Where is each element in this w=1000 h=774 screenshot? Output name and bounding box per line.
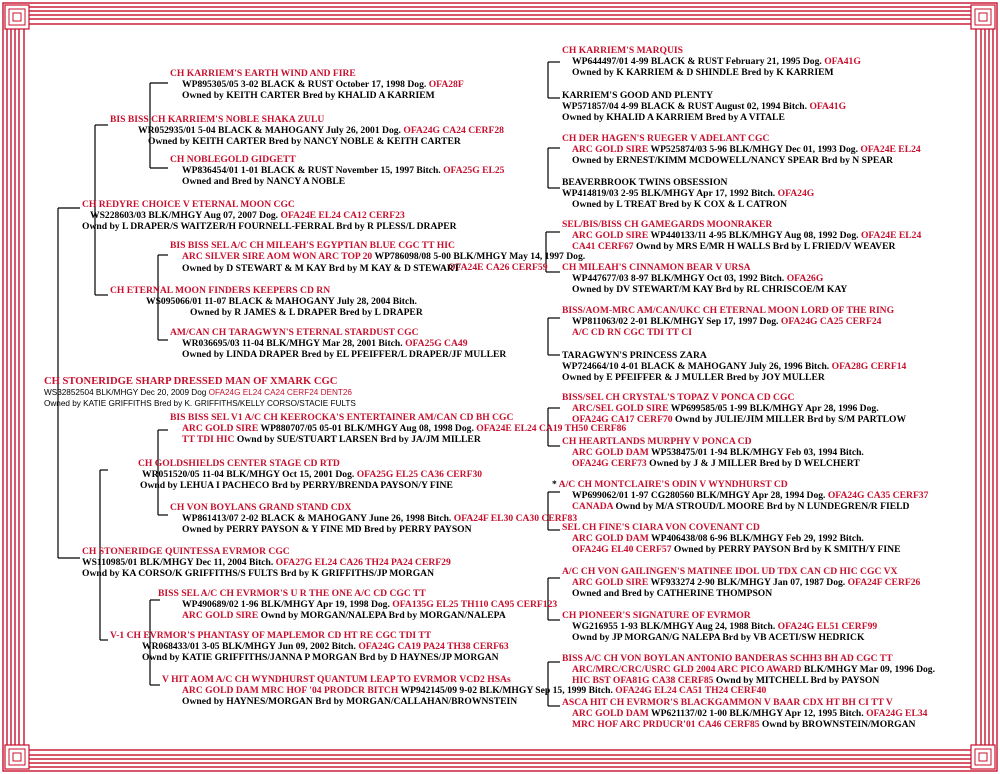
sire-name: CH REDYRE CHOICE V ETERNAL MOON CGC — [82, 199, 295, 210]
g4-4: BEAVERBROOK TWINS OBSESSION WP414819/03 2-95 BLK/MHGY Apr 17, 1992 Bitch. OFA24G Owned by L TREAT Bred by K COX & L CATRON — [562, 177, 815, 211]
subject-owner: Owned by KATIE GRIFFITHS Bred by K. GRIFFITHS/KELLY CORSO/STACIE FULTS — [44, 399, 356, 409]
g4-11: * A/C CH MONTCLAIRE'S ODIN V WYNDHURST CD WP699062/01 1-97 CG280560 BLK/MHGY Apr 28, 1994 Dog. OFA24G CA35 CERF37 CANADA Ownd by M/A STROUD/L MOORE Brd by N LUNDEGREN/R FIELD — [552, 479, 929, 513]
g2-dam-sire: CH GOLDSHIELDS CENTER STAGE CD RTD WR051520/05 11-04 BLK/MHGY Oct 15, 2001 Dog. OFA25G EL25 CA36 CERF30 Ownd by LEHUA I PACHECO Brd by PERRY/BRENDA PAYSON/Y FINE — [138, 458, 483, 492]
g3-3: BIS BISS SEL A/C CH MILEAH'S EGYPTIAN BLUE CGC TT HIC ARC SILVER SIRE AOM WON ARC TOP 20 WP786098/08 5-00 BLK/MHGY May 14, 1997 Dog. OFA24E CA26 CERF59 Owned by D STEWART & M KAY Brd by M KAY & D STEWART — [170, 240, 586, 274]
subject-name: CH STONERIDGE SHARP DRESSED MAN OF XMARK CGC — [44, 376, 338, 387]
g3-5: BIS BISS SEL V1 A/C CH KEEROCKA'S ENTERTAINER AM/CAN CD BH CGC ARC GOLD SIRE WP880707/05 05-01 BLK/MHGY Aug 08, 1998 Dog. OFA24E EL24 CA19 TH50 CERF86 TT TDI HIC Ownd by SUE/STUART LARSEN Brd by JA/JM MILLER — [170, 412, 627, 446]
g4-2: KARRIEM'S GOOD AND PLENTY WP571857/04 4-99 BLACK & RUST August 02, 1994 Bitch. OFA41G Owned by KHALID A KARRIEM Bred by A VITALE — [562, 90, 847, 124]
g3-1: CH KARRIEM'S EARTH WIND AND FIRE WP895305/05 3-02 BLACK & RUST October 17, 1998 Dog. OFA28F Owned by KEITH CARTER Bred by KHALID A KARRIEM — [170, 68, 464, 102]
g4-5: SEL/BIS/BISS CH GAMEGARDS MOONRAKER ARC GOLD SIRE WP440133/11 4-95 BLK/MHGY Aug 08, 1992 Dog. OFA24E EL24 CA41 CERF67 Ownd by MRS E/MR H WALLS Brd by L FRIED/V WEAVER — [562, 219, 922, 253]
subject-health: OFA24G EL24 CA24 CERF24 DENT26 — [208, 388, 352, 398]
g4-7: BISS/AOM-MRC AM/CAN/UKC CH ETERNAL MOON LORD OF THE RING WP811063/02 2-01 BLK/MHGY Sep 17, 1997 Dog. OFA24G CA25 CERF24 A/C CD RN CGC TDI TT CI — [562, 305, 895, 339]
asterisk: * — [552, 479, 557, 490]
g3-4: AM/CAN CH TARAGWYN'S ETERNAL STARDUST CGC WR036695/03 11-04 BLK/MHGY Mar 28, 2001 Bitch. OFA25G CA49 Owned by LINDA DRAPER Bred by EL PFEIFFER/L DRAPER/JF MULLER — [170, 327, 507, 361]
subject-dog — [44, 376, 356, 410]
g3-2: CH NOBLEGOLD GIDGETT WP836454/01 1-01 BLACK & RUST November 15, 1997 Bitch. OFA25G EL25 Owned and Bred by NANCY A NOBLE — [170, 154, 505, 188]
g4-14: CH PIONEER'S SIGNATURE OF EVRMOR WG216955 1-93 BLK/MHGY Aug 24, 1988 Bitch. OFA24G EL51 CERF99 Ownd by JP MORGAN/G NALEPA Brd by VB ACETI/SW HEDRICK — [562, 610, 878, 644]
g2-sire-sire: BIS BISS CH KARRIEM'S NOBLE SHAKA ZULU WR052935/01 5-04 BLACK & MAHOGANY July 26, 2001 Dog. OFA24G CA24 CERF28 Owned by KEITH CARTER Bred by NANCY NOBLE & KEITH CARTER — [110, 114, 504, 148]
g2-sire-dam: CH ETERNAL MOON FINDERS KEEPERS CD RN WS095066/01 11-07 BLACK & MAHOGANY July 28, 2004 Bitch. Owned by R JAMES & L DRAPER Bred by L DRAPER — [110, 285, 423, 319]
g4-1: CH KARRIEM'S MARQUIS WP644497/01 4-99 BLACK & RUST February 21, 1995 Dog. OFA41G Owned by K KARRIEM & D SHINDLE Bred by K KARRIEM — [562, 45, 861, 79]
g4-12: SEL CH FINE'S CIARA VON COVENANT CD ARC GOLD DAM WP406438/08 6-96 BLK/MHGY Feb 29, 1992 Bitch. OFA24G EL40 CERF57 Owned by PERRY PAYSON Brd by K SMITH/Y FINE — [562, 522, 901, 556]
g3-8: V HIT AOM A/C CH WYNDHURST QUANTUM LEAP TO EVRMOR VCD2 HSAs ARC GOLD DAM MRC HOF '04 PRODCR BITCH WP942145/09 9-02 BLK/MHGY Sep 15, 1999 Bitch. OFA24G EL24 CA51 TH24 CERF40 Owned by HAYNES/MORGAN Brd by MORGAN/CALLAHAN/BROWNSTEIN — [162, 674, 767, 708]
g4-15: BISS A/C CH VON BOYLAN ANTONIO BANDERAS SCHH3 BH AD CGC TT ARC/MRC/CRC/USRC GLD 2004 ARC PICO AWARD BLK/MHGY Mar 09, 1996 Dog. HIC BST OFA81G CA38 CERF85 Ownd by MITCHELL Brd by PAYSON — [562, 653, 935, 687]
subject-reg: WS32852504 BLK/MHGY Dec 20, 2009 Dog — [44, 388, 207, 398]
g3-7: BISS SEL A/C CH EVRMOR'S U R THE ONE A/C CD CGC TT WP490689/02 1-96 BLK/MHGY Apr 19, 1998 Dog. OFA135G EL25 TH110 CA95 CERF123 ARC GOLD SIRE Ownd by MORGAN/NALEPA Brd by MORGAN/NALEPA — [158, 588, 558, 622]
dam: CH STONERIDGE QUINTESSA EVRMOR CGC WS110985/01 BLK/MHGY Dec 11, 2004 Bitch. OFA27G EL24 CA26 TH24 PA24 CERF29 Ownd by KA CORSO/K GRIFFITHS/S FULTS Brd by K GRIFFITHS/JP MORGAN — [82, 546, 451, 580]
g4-3: CH DER HAGEN'S RUEGER V ADELANT CGC ARC GOLD SIRE WP525874/03 5-96 BLK/MHGY Dec 01, 1993 Dog. OFA24E EL24 Owned by ERNEST/KIMM MCDOWELL/NANCY SPEAR Brd by N SPEAR — [562, 133, 921, 167]
g4-10: CH HEARTLANDS MURPHY V PONCA CD ARC GOLD DAM WP538475/01 1-94 BLK/MHGY Feb 03, 1994 Bitch. OFA24G CERF73 Owned by J & J MILLER Bred by D WELCHERT — [562, 436, 864, 470]
g3-6: CH VON BOYLANS GRAND STAND CDX WP861413/07 2-02 BLACK & MAHOGANY June 26, 1998 Bitch. OFA24F EL30 CA30 CERF83 Owned by PERRY PAYSON & Y FINE MD Bred by PERRY PAYSON — [170, 502, 578, 536]
sire: CH REDYRE CHOICE V ETERNAL MOON CGC WS228603/03 BLK/MHGY Aug 07, 2007 Dog. OFA24E EL24 CA12 CERF23 Ownd by L DRAPER/S WAITZER/H FOURNELL-FERRAL Brd by R PLESS/L DRAPER — [82, 199, 457, 233]
g4-8: TARAGWYN'S PRINCESS ZARA WP724664/10 4-01 BLACK & MAHOGANY July 26, 1996 Bitch. OFA28G CERF14 Owned by E PFEIFFER & J MULLER Bred by JOY MULLER — [562, 350, 907, 384]
dam-name: CH STONERIDGE QUINTESSA EVRMOR CGC — [82, 546, 290, 557]
g4-13: A/C CH VON GAILINGEN'S MATINEE IDOL UD TDX CAN CD HIC CGC VX ARC GOLD SIRE WF933274 2-90 BLK/MHGY Jan 07, 1987 Dog. OFA24F CERF26 Owned and Bred by CATHERINE THOMPSON — [562, 566, 921, 600]
g4-9: BISS/SEL CH CRYSTAL'S TOPAZ V PONCA CD CGC ARC/SEL GOLD SIRE WP699585/05 1-99 BLK/MHGY Apr 28, 1996 Dog. OFA24G CA17 CERF70 Ownd by JULIE/JIM MILLER Brd by S/M PARTLOW — [562, 392, 907, 426]
g4-6: CH MILEAH'S CINNAMON BEAR V URSA WP447677/03 8-97 BLK/MHGY Oct 03, 1992 Bitch. OFA26G Owned by DV STEWART/M KAY Brd by RL CHRISCOE/M KAY — [562, 262, 848, 296]
g4-16: ASCA HIT CH EVRMOR'S BLACKGAMMON V BAAR CDX HT BH CI TT V ARC GOLD DAM WP621137/02 1-00 BLK/MHGY Apr 12, 1995 Bitch. OFA24G EL34 MRC HOF ARC PRDUCR'01 CA46 CERF85 Ownd by BROWNSTEIN/MORGAN — [562, 697, 928, 731]
g2-dam-dam: V-1 CH EVRMOR'S PHANTASY OF MAPLEMOR CD HT RE CGC TDI TT WR068433/01 3-05 BLK/MHGY Jun 09, 2002 Bitch. OFA24G CA19 PA24 TH38 CERF63 Ownd by KATIE GRIFFITHS/JANNA P MORGAN Brd by D HAYNES/JP MORGAN — [110, 630, 509, 664]
